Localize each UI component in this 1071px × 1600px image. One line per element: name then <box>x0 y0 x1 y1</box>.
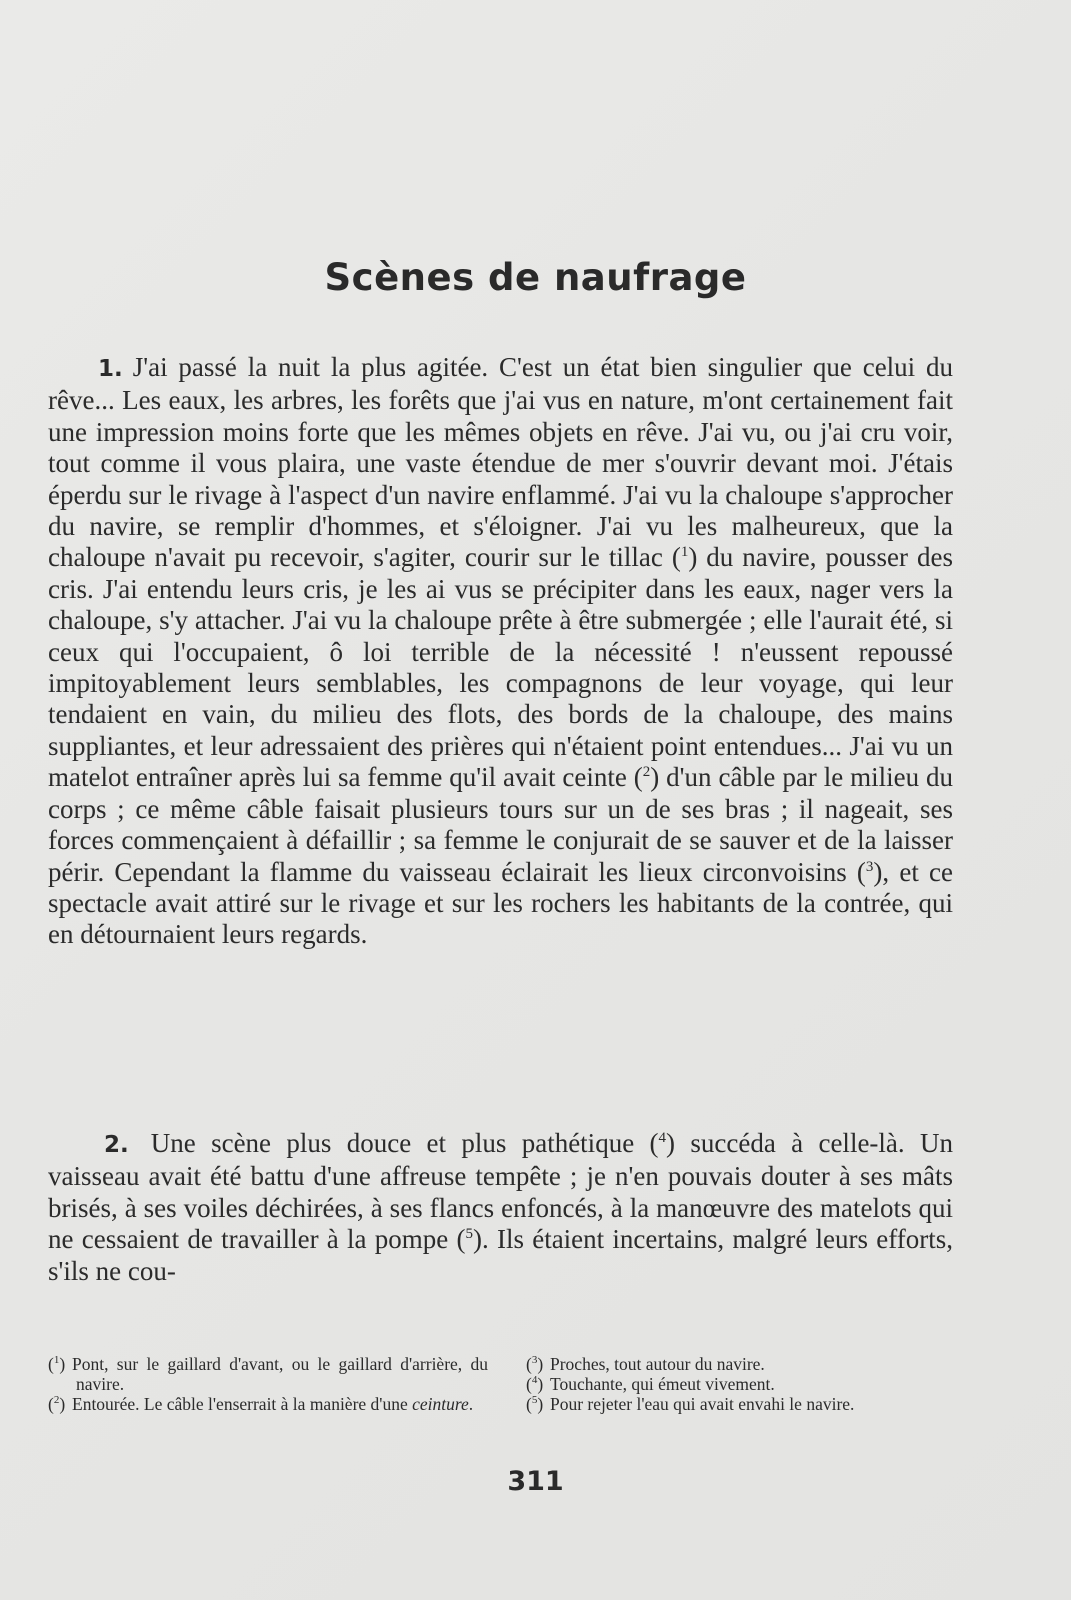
footnote-mark: ($^2$) <box>48 1394 66 1414</box>
footnote-text: Pour rejeter l'eau qui avait envahi le navire. <box>550 1394 855 1414</box>
note-ref: 5 <box>465 1226 473 1243</box>
footnote-number: 2 <box>53 1394 60 1407</box>
footnote-italic: ceinture <box>412 1394 469 1414</box>
footnote <box>526 1394 966 1414</box>
paragraph-number: 1. <box>98 356 123 382</box>
footnote-mark: ($^3$) <box>526 1354 544 1374</box>
paragraph-text: , et ce spectacle avait attiré sur le rivage et sur les rochers les habitants de la contrée, qui en détournaient leurs regards. <box>48 856 954 950</box>
footnote-number: 1 <box>53 1354 60 1367</box>
paragraph-text: succéda à celle-là. Un vaisseau avait été battu d'une affreuse tempête ; je n'en pouvais douter à ses mâts brisés, à ses voiles déchirées, à ses flancs enfoncés, à la manœuvre des matelots qui ne cessaient de travailler à la pompe <box>48 1128 953 1255</box>
footnotes-left <box>48 1354 488 1414</box>
paragraph-1: 1. J'ai passé la nuit la plus agitée. C'est un état bien singulier que celui du rêve... Les eaux, les arbres, les forêts que j'ai vus en nature, m'ont certainement fait une impression moins forte que les mêmes objets en rêve. J'ai vu, ou j'ai cru voir, tout comme il vous plaira, une vaste étendue de mer s'ouvrir devant moi. J'étais éperdu sur le rivage à l'aspect d'un navire enflammé. J'ai vu la chaloupe s'approcher du navire, se remplir d'hommes, et s'éloigner. J'ai vu les malheureux, que la chaloupe n'avait pu recevoir, s'agiter, courir sur le tillac ($^1$) du navire, pousser des cris. J'ai entendu leurs cris, je les ai vus se précipiter dans les eaux, nager vers la chaloupe, s'y attacher. J'ai vu la chaloupe prête à être submergée ; elle l'aurait été, si ceux qui l'occupaient, ô loi terrible de la nécessité ! n'eussent repoussé impitoyablement leurs semblables, les compagnons de leur voyage, qui leur tendaient en vain, du milieu des flots, des bords de la chaloupe, des mains suppliantes, et leur adressaient des prières qui n'étaient point entendues... J'ai vu un matelot entraîner après lui sa femme qu'il avait ceinte ($^2$) d'un câble par le milieu du corps ; ce même câble faisait plusieurs tours sur un de ses bras ; il nageait, ses forces commençaient à défaillir ; sa femme le conjurait de se sauver et de la laisser périr. Cependant la flamme du vaisseau éclairait les lieux circonvoisins ($^3$), et ce spectacle avait attiré sur le rivage et sur les rochers les habitants de la contrée, qui en détournaient leurs regards. <box>48 352 954 950</box>
paragraph-number: 2. <box>104 1132 129 1158</box>
footnote-mark: ($^1$) <box>48 1354 66 1374</box>
chapter-title: Scènes de naufrage <box>324 256 747 299</box>
paragraph-text: . Ils étaient incertains, malgré leurs efforts, s'ils ne cou- <box>48 1224 953 1286</box>
footnote-mark: ($^5$) <box>526 1394 544 1414</box>
paragraph-text: du navire, pousser des cris. J'ai entendu leurs cris, je les ai vus se précipiter dans les eaux, nager vers la chaloupe, s'y attacher. J'ai vu la chaloupe prête à être submergée ; elle l'aurait été, si ceux qui l'occupaient, ô loi terrible de la nécessité ! n'eussent repoussé impitoyablement leurs semblables, les compagnons de leur voyage, qui leur tendaient en vain, du milieu des flots, des bords de la chaloupe, des mains suppliantes, et leur adressaient des prières qui n'étaient point entendues... J'ai vu un matelot entraîner après lui sa femme qu'il avait ceinte <box>48 542 953 793</box>
footnote-text: . <box>468 1394 474 1414</box>
paragraph-text: Une scène plus douce et plus pathétique <box>150 1128 650 1158</box>
footnote-number: 5 <box>531 1394 538 1407</box>
footnote <box>48 1354 488 1394</box>
note-ref: 1 <box>680 544 689 561</box>
footnote-text: Pont, sur le gaillard d'avant, ou le gaillard d'arrière, du navire. <box>72 1354 488 1394</box>
footnote-text: Touchante, qui émeut vivement. <box>550 1374 775 1394</box>
footnote <box>526 1374 966 1394</box>
footnote-number: 3 <box>531 1354 538 1367</box>
footnote-mark: ($^4$) <box>526 1374 544 1394</box>
footnote-text: Proches, tout autour du navire. <box>550 1354 765 1374</box>
paragraph-text: d'un câble par le milieu du corps ; ce même câble faisait plusieurs tours sur un de ses bras ; il nageait, ses forces commençaient à défaillir ; sa femme le conjurait de se sauver et de la laisser périr. Cependant la flamme du vaisseau éclairait les lieux circonvoisins <box>48 762 953 887</box>
footnotes-right <box>526 1354 966 1414</box>
footnote-number: 4 <box>531 1374 538 1387</box>
paragraph-2: 2. Une scène plus douce et plus pathétique ($^4$) succéda à celle-là. Un vaisseau avait été battu d'une affreuse tempête ; je n'en pouvais douter à ses mâts brisés, à ses voiles déchirées, à ses flancs enfoncés, à la manœuvre des matelots qui ne cessaient de travailler à la pompe ($^5$). Ils étaient incertains, malgré leurs efforts, s'ils ne cou- <box>48 1128 953 1286</box>
note-ref: 2 <box>642 764 651 781</box>
paragraph-text: J'ai passé la nuit la plus agitée. C'est un état bien singulier que celui du rêve... Les eaux, les arbres, les forêts que j'ai vus en nature, m'ont certainement fait une impression moins forte que les mêmes objets en rêve. J'ai vu, ou j'ai cru voir, tout comme il vous plaira, une vaste étendue de mer s'ouvrir devant moi. J'étais éperdu sur le rivage à l'aspect d'un navire enflammé. J'ai vu la chaloupe s'approcher du navire, se remplir d'hommes, et s'éloigner. J'ai vu les malheureux, que la chaloupe n'avait pu recevoir, s'agiter, courir sur le tillac <box>48 352 953 573</box>
note-ref: 3 <box>865 858 874 875</box>
footnote <box>48 1394 488 1414</box>
footnote-text: Entourée. Le câble l'enserrait à la manière d'une <box>72 1394 413 1414</box>
footnote <box>526 1354 966 1374</box>
note-ref: 4 <box>658 1130 667 1146</box>
page-number: 311 <box>507 1466 564 1497</box>
